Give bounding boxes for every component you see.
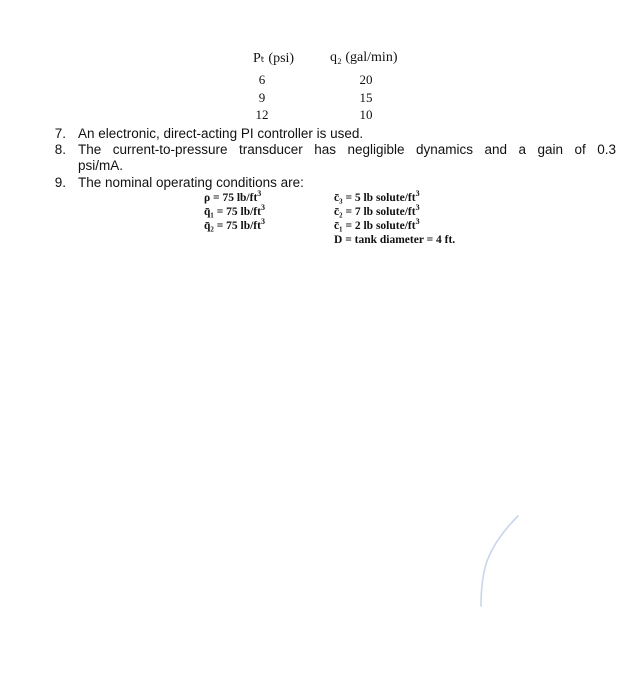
table-cell: 20 [359, 72, 373, 87]
pen-stroke-mark [470, 512, 530, 612]
item-text: The current-to-pressure transducer has negligible dynamics and a gain of 0.3 [78, 142, 616, 157]
item-number: 7. [54, 126, 66, 141]
item-text: The nominal operating conditions are: [78, 175, 304, 190]
table-header-flow: q₂ (gal/min) [330, 50, 398, 65]
condition-c1: c̄₁ = 2 lb solute/$ft^3$ [334, 217, 420, 232]
condition-c2: c̄₂ = 7 lb solute/$ft^3$ [334, 203, 420, 218]
item-text: psi/mA. [78, 158, 124, 173]
table-cell: 6 [258, 72, 266, 87]
condition-diameter: D = tank diameter = 4 ft. [334, 234, 456, 246]
item-number: 9. [54, 175, 66, 190]
table-cell: 10 [359, 107, 373, 122]
condition-density: ρ = 75 $lb/ft^3$ [204, 189, 262, 204]
item-text: An electronic, direct-acting PI controller is used. [78, 126, 364, 141]
condition-c3: c̄₃ = 5 lb solute/$ft^3$ [334, 189, 420, 204]
table-cell: 15 [359, 90, 373, 105]
table-cell: 9 [258, 90, 266, 105]
condition-q1: q̄₁ = 75 $lb/ft^3$ [204, 203, 265, 218]
table-header-pressure: Pₜ (psi) [253, 51, 295, 66]
condition-q2: q̄₂ = 75 $lb/ft^3$ [204, 217, 265, 232]
item-number: 8. [54, 142, 66, 157]
table-cell: 12 [255, 107, 269, 122]
